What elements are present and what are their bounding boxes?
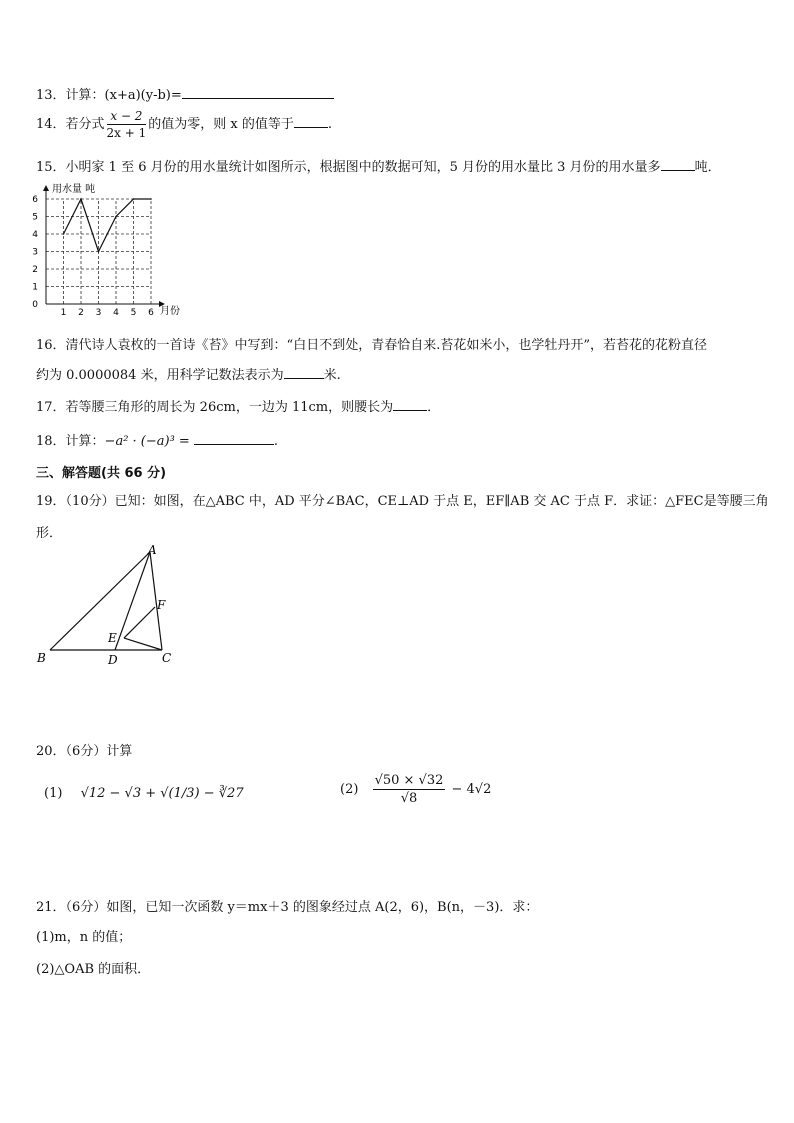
chart-y-axis-label: 用水量 吨	[52, 184, 96, 195]
triangle-diagram	[30, 540, 190, 670]
chart-ticks	[32, 195, 154, 318]
q16-line2-end: 米.	[323, 368, 341, 383]
question-19-line-2	[36, 522, 62, 541]
question-20-part-2	[340, 774, 491, 805]
label-e: E	[108, 631, 117, 645]
q18-prefix: 18．计算：	[36, 434, 105, 449]
q20-part2-numerator: √50 × √32	[374, 773, 444, 788]
q15-answer-blank	[661, 158, 695, 171]
segment-ec	[124, 638, 162, 650]
label-b: B	[37, 651, 46, 665]
question-14	[36, 110, 332, 139]
q20-part2-label: (2)	[340, 782, 359, 797]
segment-ab	[50, 552, 150, 650]
q20-part1-expression: √12 − √3 + √(1/3) − ∛27	[80, 786, 244, 801]
y-tick-label: 1	[32, 282, 38, 293]
question-16-line-1	[36, 334, 707, 353]
label-f: F	[157, 598, 166, 612]
q20-part2-denominator: √8	[400, 791, 418, 806]
y-tick-label: 4	[32, 230, 38, 240]
y-tick-label: 2	[32, 265, 38, 275]
chart-axes	[43, 185, 165, 307]
question-17	[36, 396, 440, 415]
question-20-part-1	[44, 786, 244, 801]
label-d: D	[108, 653, 118, 667]
segment-ad	[115, 552, 150, 650]
q16-line2-prefix: 约为 0.0000084 米，用科学记数法表示为	[36, 368, 284, 383]
q19-line2: 形．	[36, 526, 63, 541]
usage-data-point	[80, 198, 82, 200]
question-15	[36, 156, 721, 175]
question-13	[36, 84, 334, 103]
x-tick-label: 5	[130, 308, 137, 318]
q14-denominator: 2x + 1	[106, 126, 147, 140]
question-16-line-2	[36, 364, 341, 383]
question-21-line-1	[36, 896, 538, 915]
q14-fraction	[107, 110, 147, 139]
question-19-line-1	[36, 490, 769, 509]
usage-series-line	[64, 199, 152, 252]
y-tick-label: 3	[32, 247, 38, 258]
x-tick-label: 3	[95, 308, 102, 318]
q18-end: .	[273, 434, 278, 449]
usage-data-point	[133, 198, 135, 200]
y-axis-arrow	[43, 185, 49, 191]
q14-prefix: 14．若分式	[36, 117, 105, 132]
q17-text: 17．若等腰三角形的周长为 26cm，一边为 11cm，则腰长为	[36, 400, 394, 415]
q13-text: 13．计算：(x+a)(y-b)=	[36, 88, 182, 103]
section-3-title: 三、解答题(共 66 分)	[36, 466, 167, 481]
q20-part2-fraction	[373, 774, 446, 805]
q21-line2: (1)m，n 的值；	[36, 930, 132, 945]
question-21-line-2	[36, 926, 131, 945]
q20-part1-label: (1)	[44, 786, 63, 801]
q18-expression: −a² · (−a)³ =	[104, 434, 190, 449]
q20-title: 20．（6分）计算	[36, 744, 133, 759]
y-tick-label: 0	[32, 300, 38, 310]
usage-data-point	[63, 233, 65, 235]
chart-x-axis-label: 月份	[160, 306, 180, 317]
q18-answer-blank	[194, 432, 274, 445]
q21-line3: (2)△OAB 的面积．	[36, 962, 151, 977]
q20-part2-tail: − 4√2	[451, 782, 492, 797]
question-21-line-3	[36, 958, 150, 977]
q14-numerator: x − 2	[107, 110, 147, 125]
q16-line1: 16．清代诗人袁枚的一首诗《苔》中写到：“白日不到处，青春恰自来.苔花如米小，也学牡丹开”，若苔花的花粉直径	[36, 338, 707, 353]
usage-data-point	[150, 198, 152, 200]
q19-line1: 19．（10分）已知：如图，在△ABC 中，AD 平分∠BAC，CE⊥AD 于点 E，EF∥AB 交 AC 于点 F．求证：△FEC是等腰三角	[36, 494, 769, 509]
water-usage-chart	[30, 180, 200, 320]
question-18	[36, 430, 278, 449]
q15-end: 吨．	[694, 160, 721, 175]
q14-answer-blank	[294, 115, 328, 128]
q17-end: ．	[427, 400, 441, 415]
y-tick-label: 5	[32, 212, 38, 223]
q21-line1: 21．（6分）如图，已知一次函数 y＝mx＋3 的图象经过点 A(2，6)，B(n，－3)．求：	[36, 900, 539, 915]
q14-suffix: 的值为零，则 x 的值等于	[148, 117, 294, 132]
q15-text: 15．小明家 1 至 6 月份的用水量统计如图所示，根据图中的数据可知，5 月份的用水量比 3 月份的用水量多	[36, 160, 661, 175]
x-tick-label: 6	[148, 308, 154, 318]
y-tick-label: 6	[32, 195, 38, 205]
label-a: A	[148, 543, 157, 557]
q17-answer-blank	[393, 398, 427, 411]
x-tick-label: 4	[113, 308, 119, 318]
q14-end: .	[327, 117, 333, 132]
question-20-title	[36, 740, 132, 759]
usage-data-point	[98, 251, 100, 253]
x-tick-label: 1	[60, 308, 67, 318]
x-tick-label: 2	[78, 308, 84, 318]
usage-data-point	[115, 216, 117, 218]
q13-answer-blank	[182, 86, 334, 99]
label-c: C	[162, 651, 172, 665]
q16-answer-blank	[284, 366, 324, 379]
chart-series	[63, 198, 152, 252]
